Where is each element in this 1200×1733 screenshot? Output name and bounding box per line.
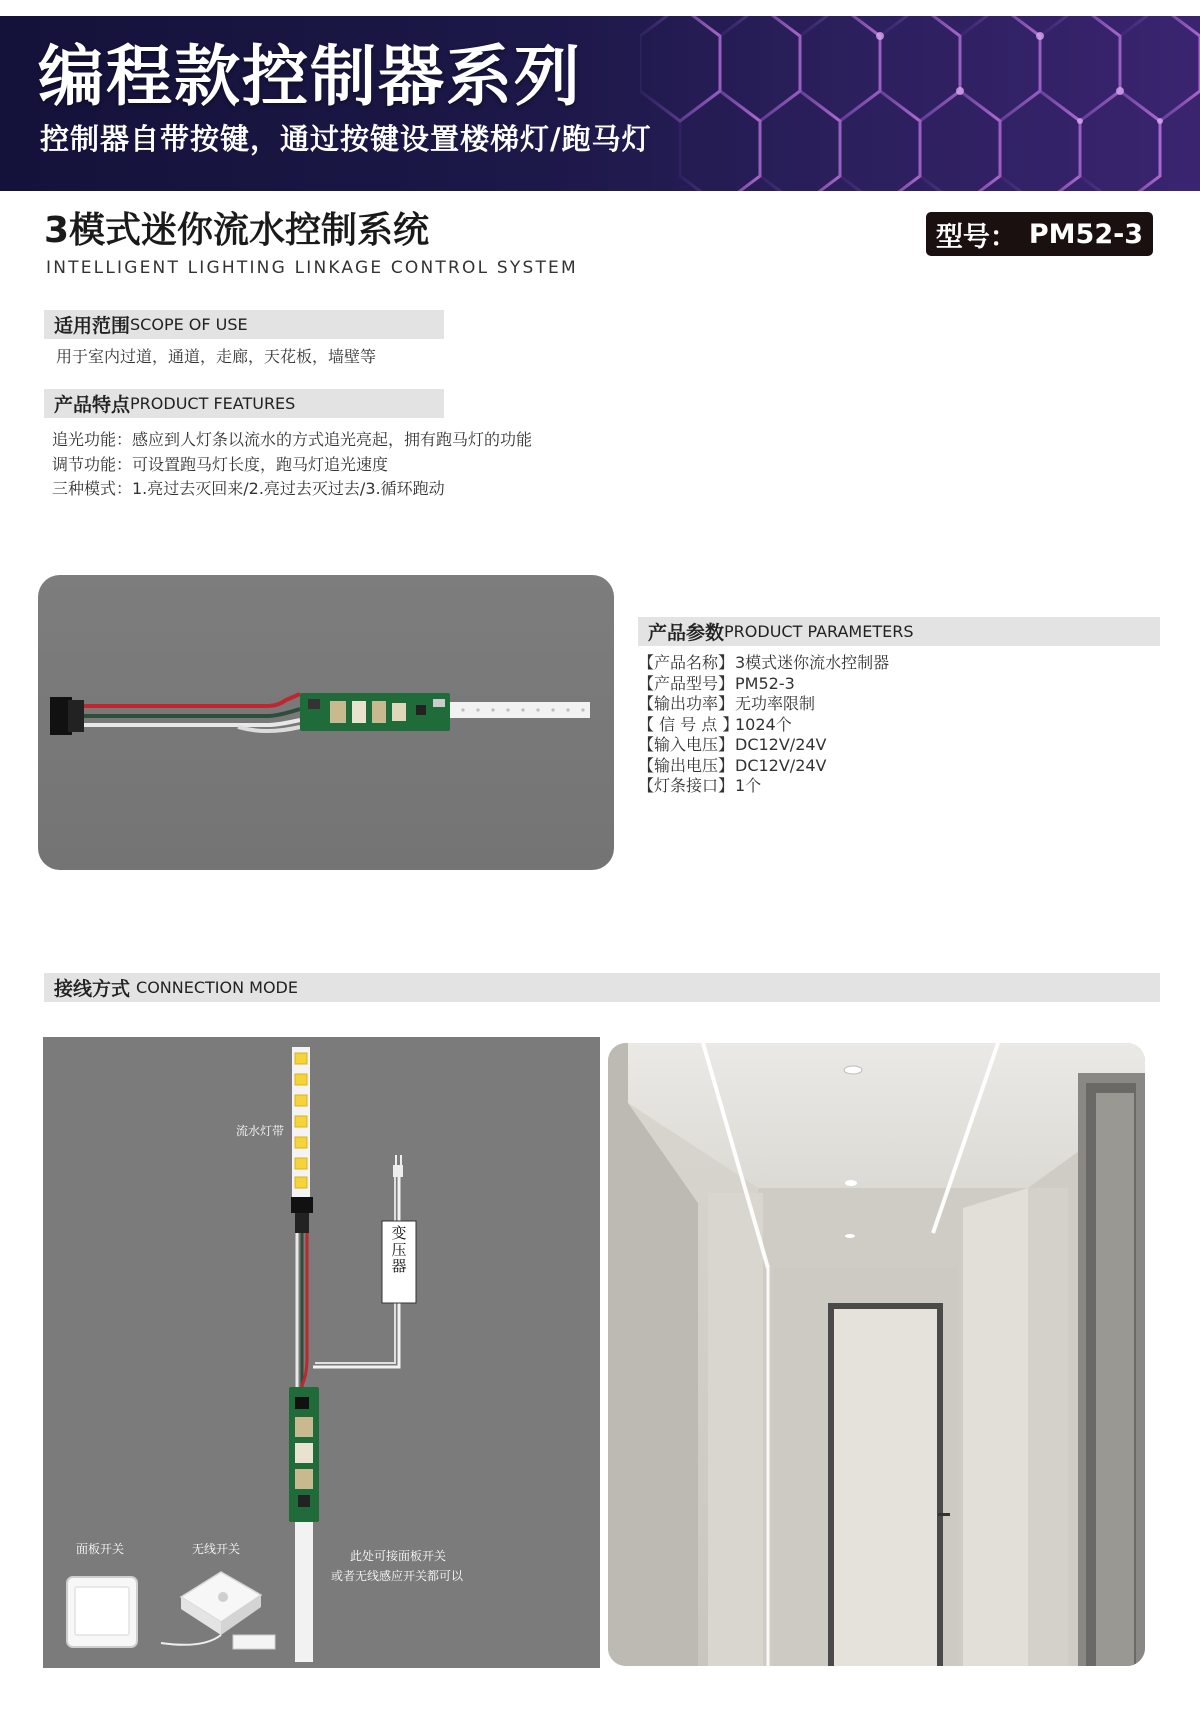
parameter-key: 【输入电压】 — [638, 735, 735, 754]
wireless-switch-label: 无线开关 — [192, 1542, 241, 1556]
parameter-key: 【产品型号】 — [638, 673, 735, 693]
parameter-value: PM52-3 — [735, 673, 795, 693]
controller-illustration — [38, 575, 614, 870]
parameter-list — [638, 653, 889, 797]
scope-header-en: SCOPE OF USE — [130, 315, 248, 334]
parameter-row — [638, 674, 889, 695]
parameters-header-cn: 产品参数 — [648, 622, 725, 644]
parameter-row — [638, 715, 889, 736]
connection-header — [44, 973, 1160, 1002]
wiring-illustration — [43, 1037, 600, 1668]
parameter-row — [638, 694, 889, 715]
parameter-row — [638, 735, 889, 756]
model-badge — [926, 212, 1153, 256]
scope-text: 用于室内过道，通道，走廊，天花板，墙壁等 — [56, 347, 377, 366]
parameter-key: 【 信 号 点 】 — [638, 714, 739, 734]
scope-header — [44, 310, 444, 339]
feature-item: 调节功能：可设置跑马灯长度，跑马灯追光速度 — [52, 455, 389, 474]
corridor-photo — [608, 1043, 1145, 1666]
features-header-en: PRODUCT FEATURES — [130, 394, 296, 413]
connection-header-cn: 接线方式 — [54, 978, 131, 1000]
model-value: PM52-3 — [1028, 218, 1144, 250]
banner-title: 编程款控制器系列 — [38, 38, 582, 115]
transformer-label: 变压器 — [391, 1224, 407, 1275]
features-header — [44, 389, 444, 418]
features-header-cn: 产品特点 — [54, 394, 131, 416]
product-photo — [38, 575, 614, 870]
feature-item: 追光功能：感应到人灯条以流水的方式追光亮起，拥有跑马灯的功能 — [52, 430, 533, 449]
parameter-row — [638, 776, 889, 797]
parameter-key: 【输出电压】 — [638, 755, 735, 775]
product-subtitle-en: INTELLIGENT LIGHTING LINKAGE CONTROL SYSTEM — [46, 258, 578, 278]
parameter-value: 1个 — [735, 776, 762, 795]
panel-switch-label: 面板开关 — [76, 1542, 125, 1556]
corridor-illustration — [608, 1043, 1145, 1666]
banner-subtitle: 控制器自带按键，通过按键设置楼梯灯/跑马灯 — [40, 122, 652, 156]
parameter-value: 1024个 — [735, 714, 792, 734]
parameter-value: DC12V/24V — [735, 735, 827, 754]
parameters-header-en: PRODUCT PARAMETERS — [724, 622, 914, 641]
parameter-value: 无功率限制 — [735, 694, 816, 713]
product-title: 3模式迷你流水控制系统 — [44, 210, 430, 251]
wiring-diagram — [43, 1037, 600, 1668]
parameter-key: 【输出功率】 — [638, 694, 735, 713]
header-banner — [0, 16, 1200, 191]
model-label: 型号： — [935, 221, 1017, 253]
switch-note-line2: 或者无线感应开关都可以 — [331, 1569, 464, 1583]
parameter-key: 【灯条接口】 — [638, 776, 735, 795]
strip-label: 流水灯带 — [236, 1124, 285, 1138]
parameter-row — [638, 653, 889, 674]
hexagon-pattern — [640, 16, 1200, 191]
switch-note-line1: 此处可接面板开关 — [350, 1549, 447, 1563]
parameter-value: 3模式迷你流水控制器 — [735, 653, 890, 672]
scope-header-cn: 适用范围 — [54, 315, 131, 337]
parameter-key: 【产品名称】 — [638, 653, 735, 672]
parameter-value: DC12V/24V — [735, 755, 827, 775]
parameters-header — [638, 617, 1160, 646]
connection-header-en: CONNECTION MODE — [136, 978, 298, 997]
feature-item: 三种模式：1.亮过去灭回来/2.亮过去灭过去/3.循环跑动 — [52, 479, 445, 498]
parameter-row — [638, 756, 889, 777]
